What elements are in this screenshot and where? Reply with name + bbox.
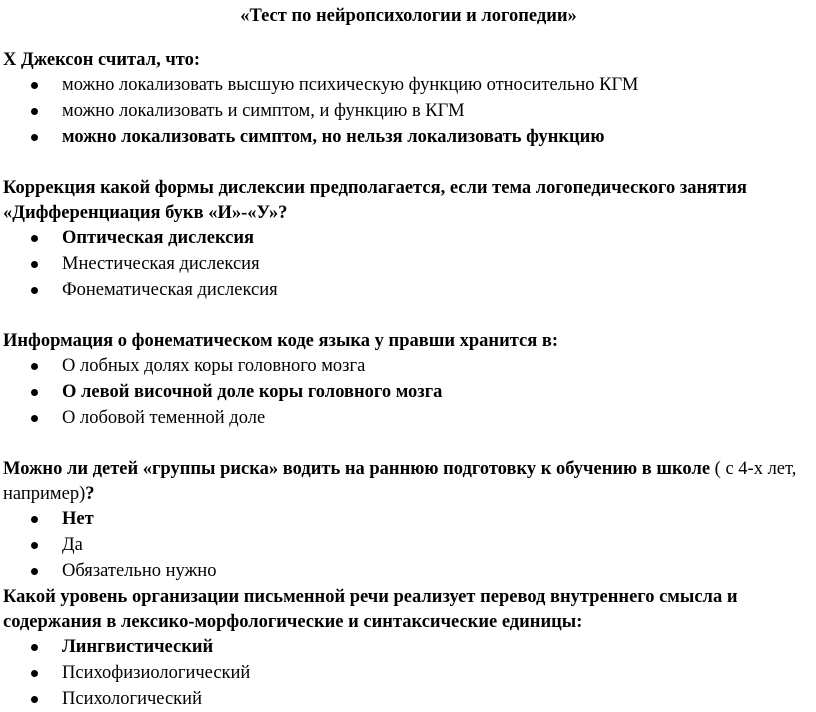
bullet-icon xyxy=(31,696,38,703)
answer-1-1: можно локализовать высшую психическую функцию относительно КГМ xyxy=(3,73,808,98)
answer-2-1: Оптическая дислексия xyxy=(3,226,808,251)
answer-4-1: Нет xyxy=(3,507,808,532)
question-4-end: ? xyxy=(85,484,95,504)
bullet-icon xyxy=(31,363,38,370)
bullet-icon xyxy=(31,287,38,294)
question-4-main: Можно ли детей «группы риска» водить на раннюю подготовку к обучению в школе xyxy=(3,459,711,479)
answer-5-2: Психофизиологический xyxy=(3,661,808,686)
document-title: «Тест по нейропсихологии и логопедии» xyxy=(240,6,577,26)
answer-list-3 xyxy=(3,354,808,431)
question-3: Информация о фонематическом коде языка у правши хранится в: xyxy=(3,331,559,351)
answer-1-2: можно локализовать и симптом, и функцию в КГМ xyxy=(3,99,808,124)
bullet-icon xyxy=(31,235,38,242)
bullet-icon xyxy=(31,82,38,89)
bullet-icon xyxy=(31,542,38,549)
answer-3-1: О лобных долях коры головного мозга xyxy=(3,354,808,379)
bullet-icon xyxy=(31,389,38,396)
bullet-icon xyxy=(31,415,38,422)
answer-4-2: Да xyxy=(3,533,808,558)
answer-list-1 xyxy=(3,73,808,150)
answer-5-1: Лингвистический xyxy=(3,635,808,660)
answer-2-3: Фонематическая дислексия xyxy=(3,278,808,303)
answer-list-2 xyxy=(3,226,808,303)
question-5: Какой уровень организации письменной речи реализует перевод внутреннего смысла и содержания в лексико-морфологические и синтаксические единицы: xyxy=(3,587,738,632)
question-1: Х Джексон считал, что: xyxy=(3,50,201,70)
answer-3-2: О левой височной доле коры головного мозга xyxy=(3,380,808,405)
bullet-icon xyxy=(31,670,38,677)
answer-list-5 xyxy=(3,635,808,712)
question-4 xyxy=(3,457,808,507)
question-4-note: ( с 4-х лет, например) xyxy=(3,459,797,504)
answer-3-3: О лобовой теменной доле xyxy=(3,406,808,431)
answer-4-3: Обязательно нужно xyxy=(3,559,808,584)
bullet-icon xyxy=(31,644,38,651)
question-2: Коррекция какой формы дислексии предполагается, если тема логопедического занятия «Дифференциация букв «И»-«У»? xyxy=(3,178,747,223)
document-page xyxy=(0,4,816,709)
bullet-icon xyxy=(31,568,38,575)
bullet-icon xyxy=(31,261,38,268)
answer-5-3: Психологический xyxy=(3,687,808,712)
answer-1-3: можно локализовать симптом, но нельзя локализовать функцию xyxy=(3,125,808,150)
bullet-icon xyxy=(31,516,38,523)
bullet-icon xyxy=(31,134,38,141)
answer-list-4 xyxy=(3,507,808,584)
answer-2-2: Мнестическая дислексия xyxy=(3,252,808,277)
bullet-icon xyxy=(31,108,38,115)
